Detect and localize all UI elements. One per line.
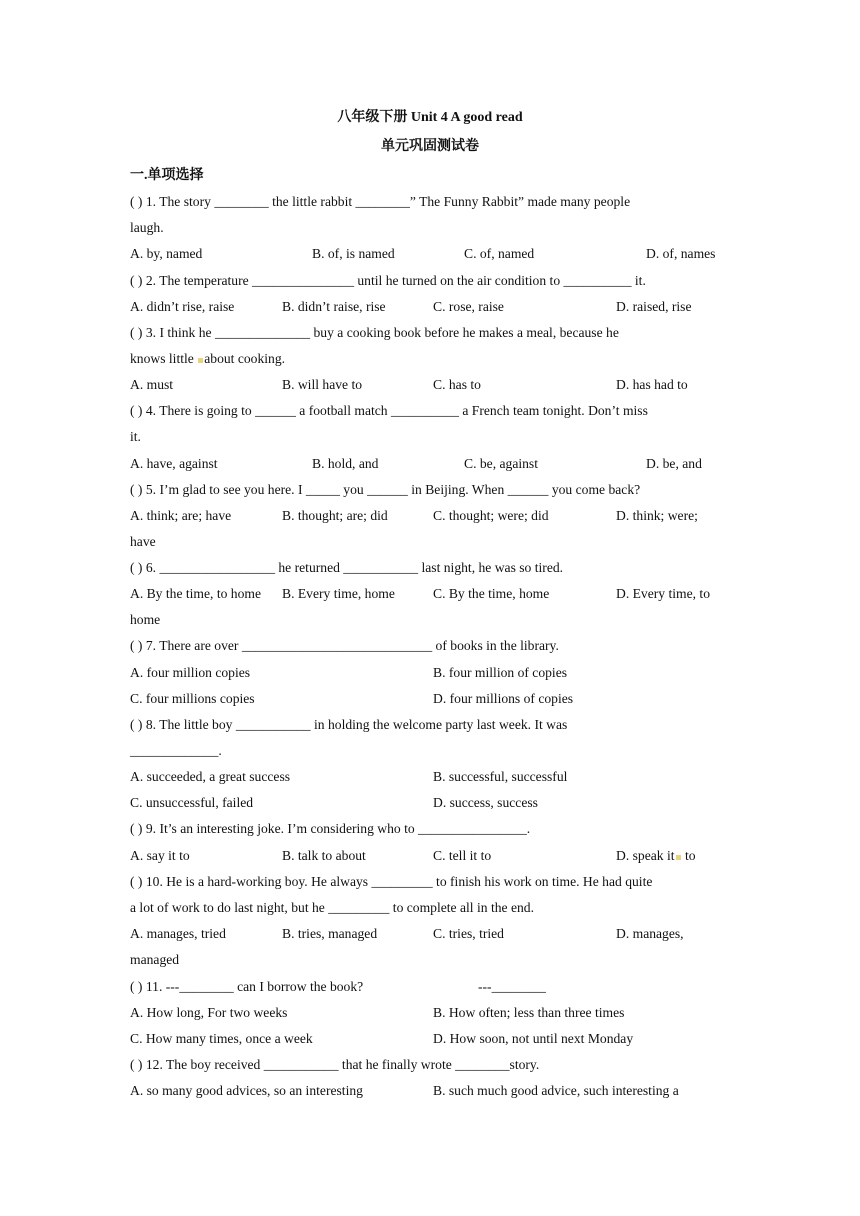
question-7-option-d: D. four millions of copies — [433, 691, 574, 706]
question-10-option-d-continued: managed — [130, 952, 180, 967]
question-8-line-2: _____________. — [130, 743, 222, 758]
question-3-option-a: A. must — [130, 377, 174, 392]
document-subtitle: 单元巩固测试卷 — [381, 139, 479, 154]
question-1-line-2: laugh. — [130, 220, 164, 235]
question-2-option-b: B. didn’t raise, rise — [282, 299, 386, 314]
question-9-option-d-part-1: D. speak it — [616, 848, 675, 863]
question-10-option-d: D. manages, — [616, 926, 684, 941]
question-12-option-a: A. so many good advices, so an interesting — [130, 1083, 363, 1098]
question-12-line-1: ( ) 12. The boy received ___________ that he finally wrote ________story. — [130, 1057, 540, 1072]
question-9-option-d-part-2: to — [684, 848, 696, 863]
question-10-option-a: A. manages, tried — [130, 926, 226, 941]
question-1-option-b: B. of, is named — [312, 246, 395, 261]
question-3-option-c: C. has to — [433, 377, 481, 392]
question-8-option-b: B. successful, successful — [433, 769, 568, 784]
question-2-option-d: D. raised, rise — [616, 299, 692, 314]
question-9-option-c: C. tell it to — [433, 848, 492, 863]
question-1-option-c: C. of, named — [464, 246, 535, 261]
question-4-line-1: ( ) 4. There is going to ______ a football match __________ a French team tonight. Don’t miss — [130, 403, 648, 418]
question-2-option-a: A. didn’t rise, raise — [130, 299, 235, 314]
question-11-answer-line: ---________ — [478, 979, 546, 994]
question-6-option-b: B. Every time, home — [282, 586, 395, 601]
question-5-option-b: B. thought; are; did — [282, 508, 388, 523]
question-8-line-1: ( ) 8. The little boy ___________ in holding the welcome party last week. It was — [130, 717, 568, 732]
question-9-option-b: B. talk to about — [282, 848, 366, 863]
question-8-option-d: D. success, success — [433, 795, 538, 810]
annotation-mark-icon — [198, 358, 203, 363]
question-11-option-a: A. How long, For two weeks — [130, 1005, 288, 1020]
question-7-option-b: B. four million of copies — [433, 665, 568, 680]
question-6-line-1: ( ) 6. _________________ he returned ___________ last night, he was so tired. — [130, 560, 564, 575]
question-6-option-d-continued: home — [130, 612, 161, 627]
question-3-option-d: D. has had to — [616, 377, 688, 392]
question-7-line-1: ( ) 7. There are over ____________________________ of books in the library. — [130, 638, 559, 653]
question-1-option-d: D. of, names — [646, 246, 716, 261]
question-10-line-2: a lot of work to do last night, but he _________ to complete all in the end. — [130, 900, 534, 915]
question-5-option-d-continued: have — [130, 534, 156, 549]
question-5-option-d: D. think; were; — [616, 508, 698, 523]
question-4-option-d: D. be, and — [646, 456, 702, 471]
question-4-option-b: B. hold, and — [312, 456, 379, 471]
question-8-option-c: C. unsuccessful, failed — [130, 795, 254, 810]
question-2-option-c: C. rose, raise — [433, 299, 504, 314]
question-9-option-d — [616, 847, 696, 865]
question-6-option-a: A. By the time, to home — [130, 586, 262, 601]
question-9-option-a: A. say it to — [130, 848, 190, 863]
question-5-line-1: ( ) 5. I’m glad to see you here. I _____ you ______ in Beijing. When ______ you come back? — [130, 482, 641, 497]
question-10-option-c: C. tries, tried — [433, 926, 504, 941]
question-5-option-c: C. thought; were; did — [433, 508, 549, 523]
question-10-option-b: B. tries, managed — [282, 926, 378, 941]
question-1-option-a: A. by, named — [130, 246, 203, 261]
question-7-option-c: C. four millions copies — [130, 691, 255, 706]
question-4-line-2: it. — [130, 429, 141, 444]
document-title: 八年级下册 Unit 4 A good read — [337, 110, 523, 125]
annotation-mark-icon — [676, 855, 681, 860]
question-3-option-b: B. will have to — [282, 377, 363, 392]
question-11-option-c: C. How many times, once a week — [130, 1031, 313, 1046]
question-3-line-2-part-2: about cooking. — [204, 351, 286, 366]
question-12-option-b: B. such much good advice, such interesting a — [433, 1083, 679, 1098]
question-6-option-c: C. By the time, home — [433, 586, 550, 601]
question-11-option-d: D. How soon, not until next Monday — [433, 1031, 634, 1046]
question-9-line-1: ( ) 9. It’s an interesting joke. I’m considering who to ________________. — [130, 821, 531, 836]
question-1-line-1: ( ) 1. The story ________ the little rabbit ________” The Funny Rabbit” made many people — [130, 194, 631, 209]
question-3-line-2 — [130, 350, 730, 368]
question-3-line-1: ( ) 3. I think he ______________ buy a cooking book before he makes a meal, because he — [130, 325, 619, 340]
question-4-option-a: A. have, against — [130, 456, 218, 471]
question-11-option-b: B. How often; less than three times — [433, 1005, 625, 1020]
question-10-line-1: ( ) 10. He is a hard-working boy. He always _________ to finish his work on time. He had quite — [130, 874, 653, 889]
question-11-line-1: ( ) 11. ---________ can I borrow the book? — [130, 979, 364, 994]
question-3-line-2-part-1: knows little — [130, 351, 194, 366]
question-7-option-a: A. four million copies — [130, 665, 251, 680]
question-4-option-c: C. be, against — [464, 456, 538, 471]
question-2-line-1: ( ) 2. The temperature _______________ until he turned on the air condition to __________ it. — [130, 273, 646, 288]
question-5-option-a: A. think; are; have — [130, 508, 232, 523]
question-8-option-a: A. succeeded, a great success — [130, 769, 291, 784]
question-6-option-d: D. Every time, to — [616, 586, 711, 601]
section-heading: 一.单项选择 — [130, 168, 204, 183]
